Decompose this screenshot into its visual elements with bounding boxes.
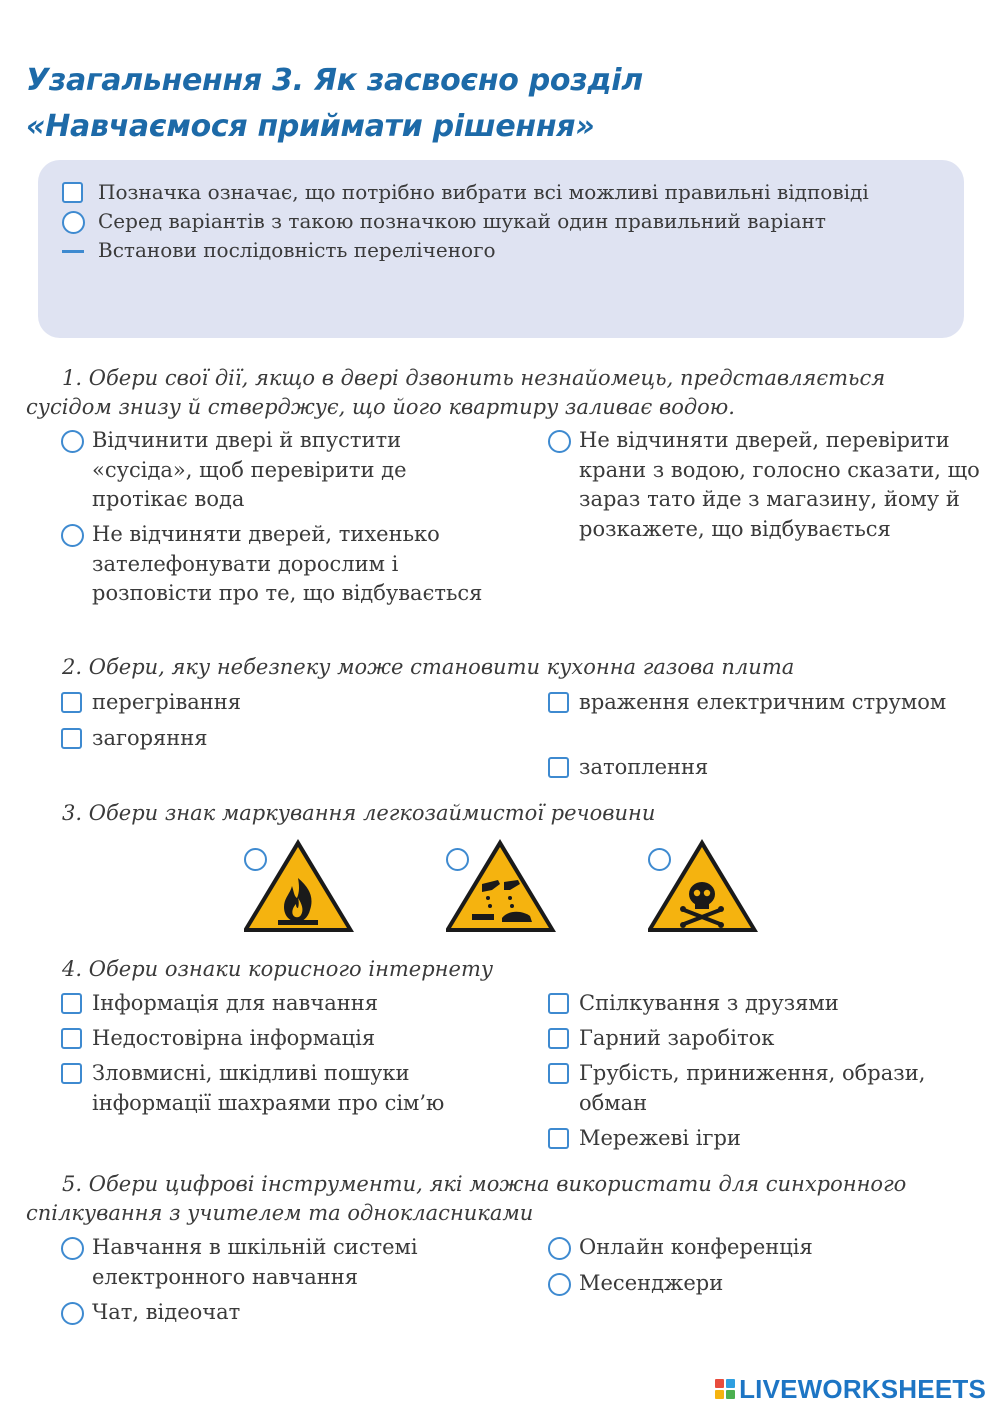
- q5-option-2[interactable]: [61, 1298, 501, 1328]
- sign-option-toxic[interactable]: [648, 836, 764, 936]
- q2-option-3[interactable]: [548, 688, 988, 718]
- radio-button[interactable]: [548, 1237, 571, 1260]
- q4-option-2-label: Недостовірна інформація: [92, 1026, 376, 1050]
- q4-option-1[interactable]: [61, 989, 501, 1019]
- liveworksheets-icon: [715, 1379, 735, 1399]
- legend-circle: [62, 207, 934, 236]
- radio-button[interactable]: [548, 1273, 571, 1296]
- checkbox[interactable]: [548, 1128, 569, 1149]
- q1-option-2[interactable]: [61, 520, 501, 609]
- q5-option-2-label: Чат, відеочат: [92, 1300, 241, 1324]
- checkbox[interactable]: [61, 1063, 82, 1084]
- question-2-number: 2.: [62, 655, 83, 679]
- question-1: [26, 364, 976, 422]
- q2-option-4[interactable]: [548, 753, 988, 783]
- checkbox[interactable]: [61, 993, 82, 1014]
- radio-button[interactable]: [61, 1302, 84, 1325]
- question-5-text: Обери цифрові інструменти, які можна використати для синхронного спілкування з учителем та однокласниками: [26, 1172, 907, 1225]
- q4-option-3[interactable]: [61, 1059, 501, 1118]
- q2-option-3-label: враження електричним струмом: [579, 690, 947, 714]
- legend-circle-text: Серед варіантів з такою позначкою шукай один правильний варіант: [98, 209, 826, 233]
- q2-option-2[interactable]: [61, 724, 501, 754]
- radio-button[interactable]: [548, 430, 571, 453]
- question-3-number: 3.: [62, 801, 83, 825]
- page-title: [26, 58, 643, 150]
- q5-option-3[interactable]: [548, 1233, 988, 1263]
- q4-option-2[interactable]: [61, 1024, 501, 1054]
- q5-option-1-label: Навчання в шкільній системі електронного навчання: [92, 1235, 418, 1289]
- dash-icon: [62, 250, 84, 253]
- checkbox[interactable]: [61, 1028, 82, 1049]
- question-3-text: Обери знак маркування легкозаймистої речовини: [88, 801, 656, 825]
- q5-option-3-label: Онлайн конференція: [579, 1235, 813, 1259]
- legend-dash: [62, 236, 934, 265]
- q4-option-6-label: Грубість, приниження, образи, обман: [579, 1061, 926, 1115]
- checkbox[interactable]: [548, 692, 569, 713]
- liveworksheets-logo: [715, 1372, 986, 1406]
- radio-icon: [62, 211, 85, 234]
- q4-option-6[interactable]: [548, 1059, 988, 1118]
- question-5-number: 5.: [62, 1172, 83, 1196]
- q4-option-7[interactable]: [548, 1124, 988, 1154]
- checkbox[interactable]: [548, 993, 569, 1014]
- question-4-text: Обери ознаки корисного інтернету: [88, 957, 494, 981]
- radio-button[interactable]: [244, 848, 267, 871]
- legend-square: [62, 178, 934, 207]
- question-2: [26, 653, 976, 682]
- q4-option-1-label: Інформація для навчання: [92, 991, 378, 1015]
- q1-option-1[interactable]: [61, 426, 501, 515]
- checkbox[interactable]: [61, 728, 82, 749]
- checkbox[interactable]: [548, 1028, 569, 1049]
- q4-option-4[interactable]: [548, 989, 988, 1019]
- q2-option-4-label: затоплення: [579, 755, 709, 779]
- question-4-number: 4.: [62, 957, 83, 981]
- sign-option-corrosive[interactable]: [446, 836, 562, 936]
- liveworksheets-brand: LIVEWORKSHEETS: [739, 1373, 986, 1404]
- question-1-number: 1.: [62, 366, 83, 390]
- radio-button[interactable]: [61, 430, 84, 453]
- question-5: [26, 1170, 976, 1228]
- legend-square-text: Позначка означає, що потрібно вибрати всі можливі правильні відповіді: [98, 180, 869, 204]
- q1-option-1-label: Відчинити двері й впустити «сусіда», щоб перевірити де протікає вода: [92, 428, 407, 511]
- radio-button[interactable]: [61, 524, 84, 547]
- q4-option-5-label: Гарний заробіток: [579, 1026, 775, 1050]
- q2-option-2-label: загоряння: [92, 726, 208, 750]
- legend-box: [38, 160, 964, 338]
- question-3: [26, 799, 976, 828]
- q4-option-3-label: Зловмисні, шкідливі пошуки інформації шахраями про сім’ю: [92, 1061, 445, 1115]
- q2-option-1[interactable]: [61, 688, 501, 718]
- sign-option-flame[interactable]: [244, 836, 360, 936]
- checkbox[interactable]: [548, 1063, 569, 1084]
- title-line-2: «Навчаємося приймати рішення»: [26, 109, 595, 144]
- question-4: [26, 955, 976, 984]
- q2-option-1-label: перегрівання: [92, 690, 242, 714]
- q4-option-4-label: Спілкування з друзями: [579, 991, 839, 1015]
- q1-option-3-label: Не відчиняти дверей, перевірити крани з водою, голосно сказати, що зараз тато йде з магазину, йому й розкажете, що відбувається: [579, 428, 980, 541]
- checkbox-icon: [62, 182, 83, 203]
- legend-dash-text: Встанови послідовність переліченого: [98, 238, 496, 262]
- q4-option-7-label: Мережеві ігри: [579, 1126, 741, 1150]
- radio-button[interactable]: [446, 848, 469, 871]
- radio-button[interactable]: [61, 1237, 84, 1260]
- title-line-1: Узагальнення 3. Як засвоєно розділ: [26, 63, 643, 98]
- checkbox[interactable]: [548, 757, 569, 778]
- q1-option-2-label: Не відчиняти дверей, тихенько зателефонувати дорослим і розповісти про те, що відбувається: [92, 522, 483, 605]
- q4-option-5[interactable]: [548, 1024, 988, 1054]
- q1-option-3[interactable]: [548, 426, 988, 544]
- q5-option-4-label: Месенджери: [579, 1271, 724, 1295]
- question-1-text: Обери свої дії, якщо в двері дзвонить незнайомець, представляється сусідом знизу й стверджує, що його квартиру заливає водою.: [26, 366, 886, 419]
- question-2-text: Обери, яку небезпеку може становити кухонна газова плита: [88, 655, 795, 679]
- radio-button[interactable]: [648, 848, 671, 871]
- q5-option-1[interactable]: [61, 1233, 501, 1292]
- q5-option-4[interactable]: [548, 1269, 988, 1299]
- checkbox[interactable]: [61, 692, 82, 713]
